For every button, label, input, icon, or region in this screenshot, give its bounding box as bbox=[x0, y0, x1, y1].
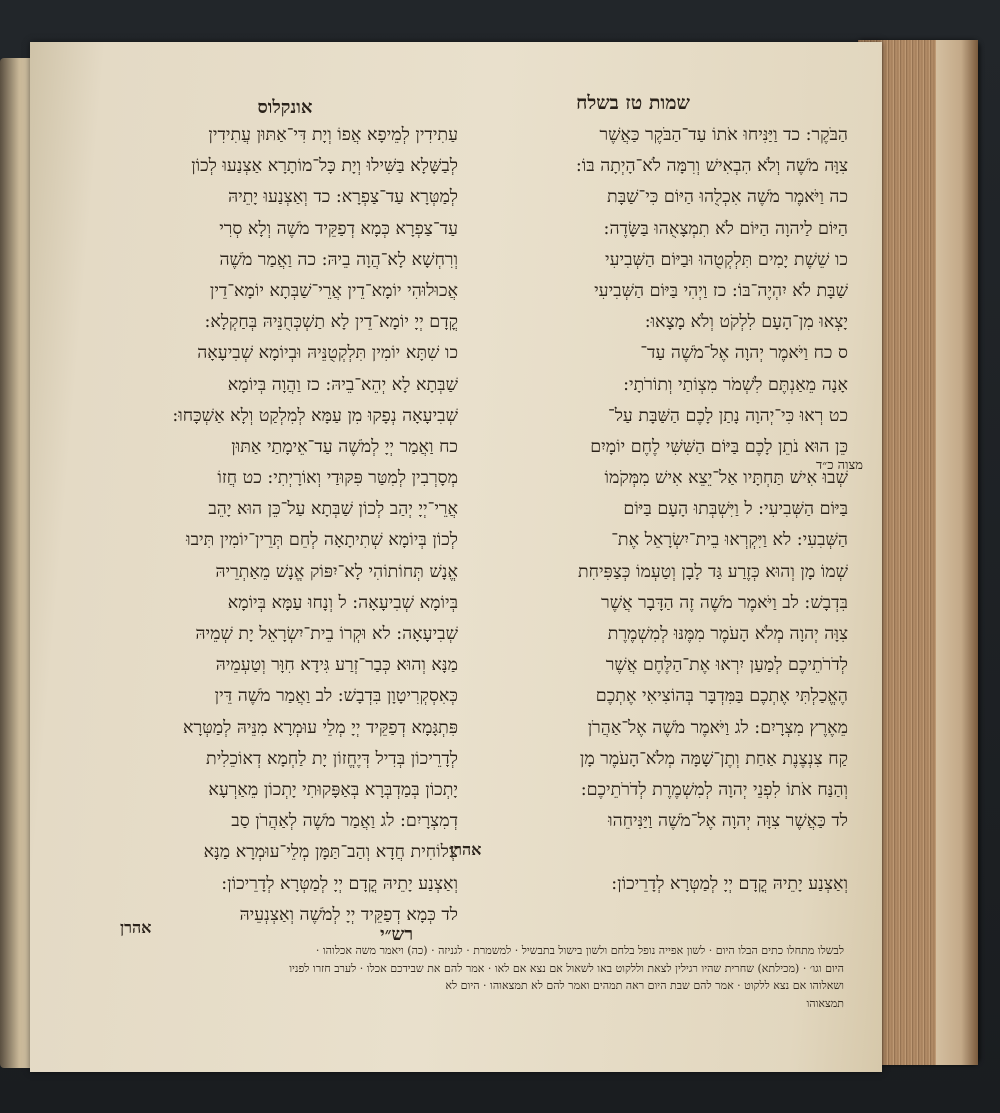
text-line: קֳדָם יְיָ יוֹמָא־דֵין לָא תַשְׁכְּחֻנֵּיהּ בְּחַקְלָא: bbox=[204, 312, 458, 333]
text-line: וְרִחְשָׁא לָא־הֲוָה בֵיהּ: כה וַאֲמַר מֹשֶׁה bbox=[219, 249, 458, 270]
text-line: שְׁמוֹ מָן וְהוּא כְּזֶרַע גַּד לָבָן וְטַעְמוֹ כְּצַפִּיחִת bbox=[577, 561, 848, 582]
text-line bbox=[438, 837, 848, 868]
text-line: לְדָרֵיכוֹן בְּדִיל דְּיֶחֱזוֹן יָת לַחְמָא דְאוֹכֵלִית bbox=[206, 748, 458, 769]
rashi-line: תמצאוהו bbox=[806, 996, 844, 1010]
catchword-left: אהרן bbox=[120, 918, 152, 937]
rashi-line: ושאלוהו אם נצא ללקוט · אמר להם שבת היום ראה תמהים ואמר להם לא תמצאוהו · היום לא bbox=[445, 979, 844, 992]
text-line: מְסָרְבִין לְמִטַּר פִּקּוּדַי וְאוֹרָיְתִי: כט חֲזוֹ bbox=[217, 468, 458, 489]
text-line: אָנָה מֵאַנְתֶּם לִשְׁמֹר מִצְוֹתַי וְתוֹרֹתָי: bbox=[623, 374, 848, 395]
text-line: עַד־צַפְרָא כְּמָא דְפַקֵּיד מֹשֶׁה וְלָא סְרִי bbox=[219, 218, 458, 239]
text-line: אֱנָשׁ תְּחוֹתוֹהִי לָא־יִפּוֹק אֱנָשׁ מֵאַתְרֵיהּ bbox=[215, 561, 458, 582]
text-line: כו שִׁתָּא יוֹמִין תִּלְקְטֻנֵּיהּ וּבְיוֹמָא שְׁבִיעָאָה bbox=[197, 343, 458, 364]
text-line: צִוָּה יְהוָה מְלֹא הָעֹמֶר מִמֶּנּוּ לְמִשְׁמֶרֶת bbox=[607, 624, 848, 644]
text-line: ס כח וַיֹּאמֶר יְהוָה אֶל־מֹשֶׁה עַד־ bbox=[640, 343, 848, 364]
rashi-title: רש״י bbox=[380, 924, 414, 945]
header-parasha: שמות טז בשלח bbox=[576, 92, 690, 114]
text-line: דְמִצְרָיִם: לג וַאֲמַר מֹשֶׁה לְאַהֲרֹן סַב bbox=[231, 811, 458, 832]
text-line: לְדֹרֹתֵיכֶם לְמַעַן יִרְאוּ אֶת־הַלֶּחֶם אֲשֶׁר bbox=[605, 655, 848, 676]
text-line: לד כַּאֲשֶׁר צִוָּה יְהוָה אֶל־מֹשֶׁה וַיַּנִּיחֵהוּ bbox=[608, 811, 848, 832]
rashi-commentary bbox=[104, 942, 844, 1012]
text-line: כְּאִסְקְרִיטָוָן בִּדְבָשׁ: לב וַאֲמַר מֹשֶׁה דֵּין bbox=[214, 686, 458, 707]
text-line: שְׁבִיעָאָה נְפָקוּ מִן עַמָּא לְמִלְקַט וְלָא אַשְׁכָּחוּ: bbox=[172, 405, 458, 426]
book-page bbox=[30, 42, 882, 1072]
text-line: הַיּוֹם לַיהוָה הַיּוֹם לֹא תִמְצָאֻהוּ בַּשָּׂדֶה: bbox=[603, 218, 848, 239]
text-line: לְכוֹן בְּיוֹמָא שְׁתִיתָאָה לְחֵם תְּרֵין־יוֹמִין תִּיבוּ bbox=[186, 530, 458, 551]
text-line: כט רְאוּ כִּי־יְהוָה נָתַן לָכֶם הַשַּׁבָּת עַל־ bbox=[608, 405, 848, 426]
text-line: שַׁבְּתָא לָא יְהֵא־בֵיהּ: כז וַהֲוָה בְּיוֹמָא bbox=[227, 374, 458, 395]
page-content bbox=[30, 42, 882, 1072]
text-line: שְׁבִיעָאָה: לא וּקְרוֹ בֵית־יִשְׂרָאֵל יָת שְׁמֵיהּ bbox=[195, 624, 458, 644]
text-line: פִּתְגָּמָא דְפַקֵּיד יְיָ מְלֵי עוּמְרָא מִנֵּיהּ לְמַטְּרָא bbox=[183, 717, 458, 738]
text-line: וְהַנַּח אֹתוֹ לִפְנֵי יְהוָה לְמִשְׁמֶרֶת לְדֹרֹתֵיכֶם: bbox=[580, 779, 848, 800]
text-line: כֵּן הוּא נֹתֵן לָכֶם בַּיּוֹם הַשִּׁשִּׁי לֶחֶם יוֹמָיִם bbox=[590, 436, 848, 457]
text-line: צִוָּה מֹשֶׁה וְלֹא הִבְאִישׁ וְרִמָּה לֹא־הָיְתָה בּוֹ: bbox=[575, 156, 848, 177]
text-line: בַּיּוֹם הַשְּׁבִיעִי: ל וַיִּשְׁבְּתוּ הָעָם בַּיּוֹם bbox=[623, 499, 848, 520]
text-line: קַח צִנְצֶנֶת אַחַת וְתֶן־שָׁמָּה מְלֹא־הָעֹמֶר מָן bbox=[579, 748, 848, 769]
header-onkelos: אונקלוס bbox=[257, 97, 313, 118]
text-line: יָצְאוּ מִן־הָעָם לִלְקֹט וְלֹא מָצָאוּ: bbox=[644, 312, 848, 333]
text-line: לד כְּמָא דְפַקֵּיד יְיָ לְמֹשֶׁה וְאַצְנְעֵיהּ bbox=[239, 904, 458, 925]
targum-text-column bbox=[68, 120, 458, 931]
text-line: כח וַאֲמַר יְיָ לְמֹשֶׁה עַד־אֵימָתַי אַתּוּן bbox=[231, 436, 458, 457]
margin-mitzvah-note: מצוה כ״ד bbox=[816, 458, 863, 473]
text-line: אֲכוּלוּהִי יוֹמָא־דֵין אֲרֵי־שַׁבְּתָא יוֹמָא־דֵין bbox=[209, 280, 458, 301]
text-line: הַשְּׁבִעִי: לא וַיִּקְרְאוּ בֵית־יִשְׂרָאֵל אֶת־ bbox=[611, 530, 848, 551]
text-line: אֲרֵי־יְיָ יְהַב לְכוֹן שַׁבְּתָא עַל־כֵּן הוּא יָהֵב bbox=[208, 499, 458, 520]
text-line: וְאַצְנַע יָתֵיהּ קֳדָם יְיָ לְמַטְּרָא לְדָרֵיכוֹן: bbox=[221, 873, 458, 894]
text-line: לְבַשָּׁלָא בַּשִּׁילוּ וְיָת כָּל־מוֹתָרָא אַצְנַעוּ לְכוֹן bbox=[191, 156, 458, 177]
text-line: בְּיוֹמָא שְׁבִיעָאָה: ל וְנָחוּ עַמָּא בְּיוֹמָא bbox=[227, 592, 458, 613]
text-line: שְׁבוּ אִישׁ תַּחְתָּיו אַל־יֵצֵא אִישׁ מִמְּקֹמוֹ bbox=[604, 468, 848, 489]
text-line: שַׁבָּת לֹא יִהְיֶה־בּוֹ: כז וַיְהִי בַּיּוֹם הַשְּׁבִיעִי bbox=[594, 280, 848, 301]
text-line: כו שֵׁשֶׁת יָמִים תִּלְקְטֻהוּ וּבַיּוֹם הַשְּׁבִיעִי bbox=[605, 249, 848, 270]
text-line: הֶאֱכַלְתִּי אֶתְכֶם בַּמִּדְבָּר בְּהוֹצִיאִי אֶתְכֶם bbox=[595, 686, 848, 707]
text-line: צְלוֹחִית חֲדָא וְהַב־תַּמָּן מְלֵי־עוּמְרָא מַנָּא bbox=[203, 842, 458, 863]
text-line: הַבֹּקֶר: כד וַיַּנִּיחוּ אֹתוֹ עַד־הַבֹּקֶר כַּאֲשֶׁר bbox=[599, 125, 848, 145]
text-line: בִּדְבָשׁ: לב וַיֹּאמֶר מֹשֶׁה זֶה הַדָּבָר אֲשֶׁר bbox=[601, 592, 848, 613]
text-line: וְאַצְנַע יָתֵיהּ קֳדָם יְיָ לְמַטְּרָא לְדָרֵיכוֹן: bbox=[611, 873, 848, 894]
text-line: כה וַיֹּאמֶר מֹשֶׁה אִכְלֻהוּ הַיּוֹם כִּי־שַׁבָּת bbox=[607, 187, 848, 208]
text-line: מַנָּא וְהוּא כְּבַר־זְרַע גִּידָא חִוָּר וְטַעְמֵיהּ bbox=[215, 655, 458, 676]
text-line: יָתְכוֹן בְּמַדְבְּרָא בְּאַפָּקוּתִי יָתְכוֹן מֵאַרְעָא bbox=[208, 779, 458, 800]
rashi-line: לבשלו מתחלו כתים הבלו היום · לשון אפייה נופל בלחם ולשון בישול בתבשיל · למשמרת · לגניזה · (כה) ויאמר משה אכלוהו · bbox=[315, 944, 844, 957]
text-line: מֵאֶרֶץ מִצְרָיִם: לג וַיֹּאמֶר מֹשֶׁה אֶל־אַהֲרֹן bbox=[587, 717, 848, 738]
hebrew-text-column bbox=[438, 120, 848, 900]
rashi-line: היום וגו׳ · (מכילתא) שחרית שהיו רגילין לצאת וללקוט באו לשאול אם נצא אם לאו · אמר להם את שבידכם אכלו · לערב חזרו לפניו bbox=[289, 961, 844, 975]
text-line: לְמַטְּרָא עַד־צַפְרָא: כד וְאַצְנַעוּ יָתֵיהּ bbox=[228, 187, 458, 208]
text-line: עַתִידִין לְמֵיפָא אֲפוֹ וְיָת דִּי־אַתּוּן עֲתִידִין bbox=[208, 125, 458, 145]
catchword-right: אהרן bbox=[450, 840, 482, 859]
